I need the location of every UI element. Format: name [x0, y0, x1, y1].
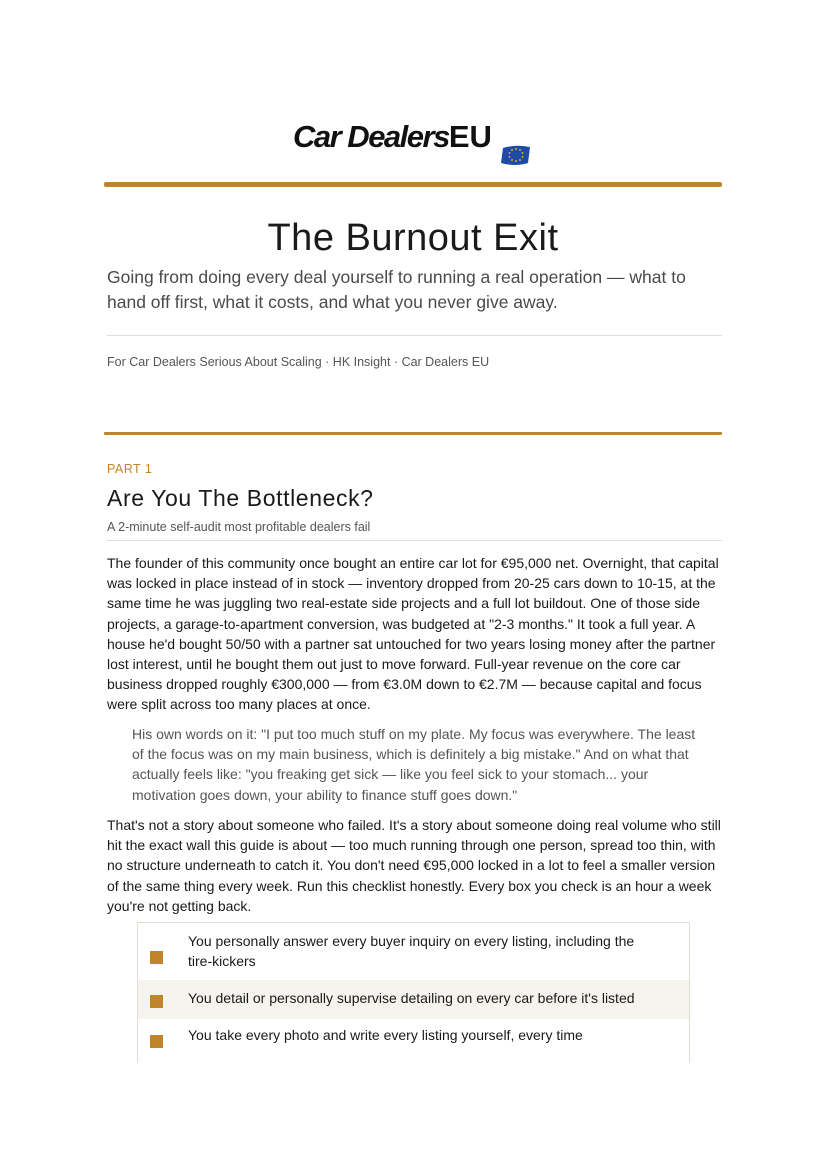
- checkbox-icon[interactable]: [150, 1035, 163, 1048]
- subtitle-divider: [107, 335, 722, 336]
- brand-logo: [293, 118, 543, 168]
- checkbox-icon[interactable]: [150, 995, 163, 1008]
- context-paragraph: That's not a story about someone who failed. It's a story about someone doing real volume who still hit the exact wall this guide is about — too much running through one person, spread too thin, with no structure underneath to catch it. You don't need €95,000 locked in a lot to feel a smaller version of the same thing every week. Run this checklist honestly. Every box you check is an hour a week you're not getting back.: [107, 817, 721, 914]
- checklist-item[interactable]: [138, 923, 689, 980]
- header-divider: [104, 182, 722, 187]
- logo-main-text: Car Dealers: [293, 119, 449, 154]
- logo-suffix-text: EU: [448, 119, 492, 154]
- byline: For Car Dealers Serious About Scaling · HK Insight · Car Dealers EU: [107, 355, 490, 369]
- eu-flag-icon: [500, 144, 532, 166]
- intro-paragraph: The founder of this community once bought an entire car lot for €95,000 net. Overnight, that capital was locked in place instead of in stock — inventory dropped from 20-25 cars down to 10-15, at the same time he was juggling two real-estate side projects and a full lot buildout. One of those side projects, a garage-to-apartment conversion, was budgeted at "2-3 months." It took a full year. A house he'd bought 50/50 with a partner sat untouched for two years losing money after the partner lost interest, until he bought them out just to move forward. Full-year revenue on the core car business dropped roughly €300,000 — from €3.0M down to €2.7M — because capital and focus were split across too many places at once.: [107, 555, 719, 713]
- part-title: Are You The Bottleneck?: [107, 485, 374, 511]
- page-title: The Burnout Exit: [267, 217, 559, 259]
- checklist-item[interactable]: [138, 1019, 689, 1063]
- checkbox-icon[interactable]: [150, 951, 163, 964]
- checklist-item-text: You detail or personally supervise detailing on every car before it's listed: [188, 990, 635, 1006]
- section-divider: [104, 432, 722, 435]
- bottleneck-checklist: [137, 922, 690, 1063]
- logo-wordmark: [293, 118, 492, 156]
- checklist-item-text: You personally answer every buyer inquiry on every listing, including the tire-kickers: [188, 933, 635, 969]
- checklist-item-text: You take every photo and write every listing yourself, every time: [188, 1027, 583, 1043]
- founder-quote: His own words on it: "I put too much stuff on my plate. My focus was everywhere. The least of the focus was on my main business, which is definitely a big mistake." And on what that actually feels like: "you freaking get sick — like you feel sick to your stomach... your motivation goes down, your ability to finance stuff goes down.": [132, 726, 696, 803]
- page-subtitle: Going from doing every deal yourself to running a real operation — what to hand off first, what it costs, and what you never give away.: [107, 267, 686, 312]
- part-divider: [107, 540, 722, 541]
- part-subtitle: A 2-minute self-audit most profitable dealers fail: [107, 520, 371, 534]
- checklist-item[interactable]: [138, 980, 689, 1019]
- part-label: PART 1: [107, 462, 153, 476]
